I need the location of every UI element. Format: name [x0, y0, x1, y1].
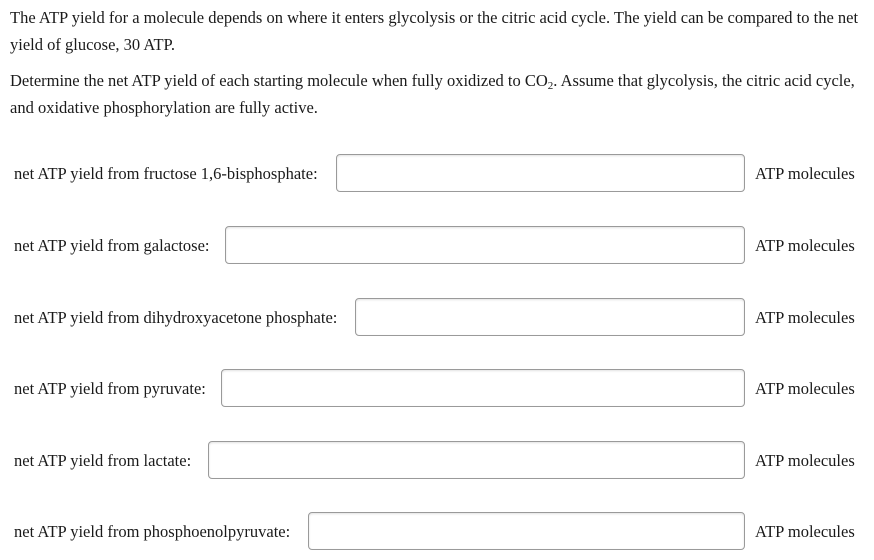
galactose-atp-input[interactable]	[225, 226, 745, 264]
intro-paragraph-2-text: Determine the net ATP yield of each starting molecule when fully oxidized to CO	[10, 71, 548, 90]
answer-label: net ATP yield from galactose:	[14, 236, 210, 255]
answer-row-galactose	[14, 226, 874, 266]
answer-row-phosphoenolpyruvate	[14, 512, 874, 552]
answer-label: net ATP yield from pyruvate:	[14, 379, 206, 398]
lactate-atp-input[interactable]	[208, 441, 745, 479]
fructose-bisphosphate-atp-input[interactable]	[336, 154, 745, 192]
answer-row-pyruvate	[14, 369, 874, 409]
unit-label: ATP molecules	[755, 451, 855, 470]
unit-label: ATP molecules	[755, 308, 855, 327]
answer-row-lactate	[14, 441, 874, 481]
unit-label: ATP molecules	[755, 522, 855, 541]
intro-paragraph-2-text-end: . Assume that glycolysis, the citric acid cycle, and oxidative phosphorylation are fully active.	[10, 71, 855, 117]
dihydroxyacetone-phosphate-atp-input[interactable]	[355, 298, 745, 336]
phosphoenolpyruvate-atp-input[interactable]	[308, 512, 745, 550]
unit-label: ATP molecules	[755, 236, 855, 255]
question-intro	[10, 4, 865, 121]
answer-label: net ATP yield from fructose 1,6-bisphosphate:	[14, 164, 318, 183]
answer-label: net ATP yield from phosphoenolpyruvate:	[14, 522, 291, 541]
answer-row-dihydroxyacetone-phosphate	[14, 298, 874, 338]
pyruvate-atp-input[interactable]	[221, 369, 745, 407]
answer-label: net ATP yield from lactate:	[14, 451, 192, 470]
intro-paragraph-1: The ATP yield for a molecule depends on where it enters glycolysis or the citric acid cycle. The yield can be compared to the net yield of glucose, 30 ATP.	[10, 8, 859, 54]
unit-label: ATP molecules	[755, 379, 855, 398]
answer-label: net ATP yield from dihydroxyacetone phosphate:	[14, 308, 338, 327]
answer-row-fructose-bisphosphate	[14, 154, 874, 194]
co2-subscript: 2	[547, 80, 554, 92]
unit-label: ATP molecules	[755, 164, 855, 183]
intro-paragraph-2	[10, 67, 865, 121]
